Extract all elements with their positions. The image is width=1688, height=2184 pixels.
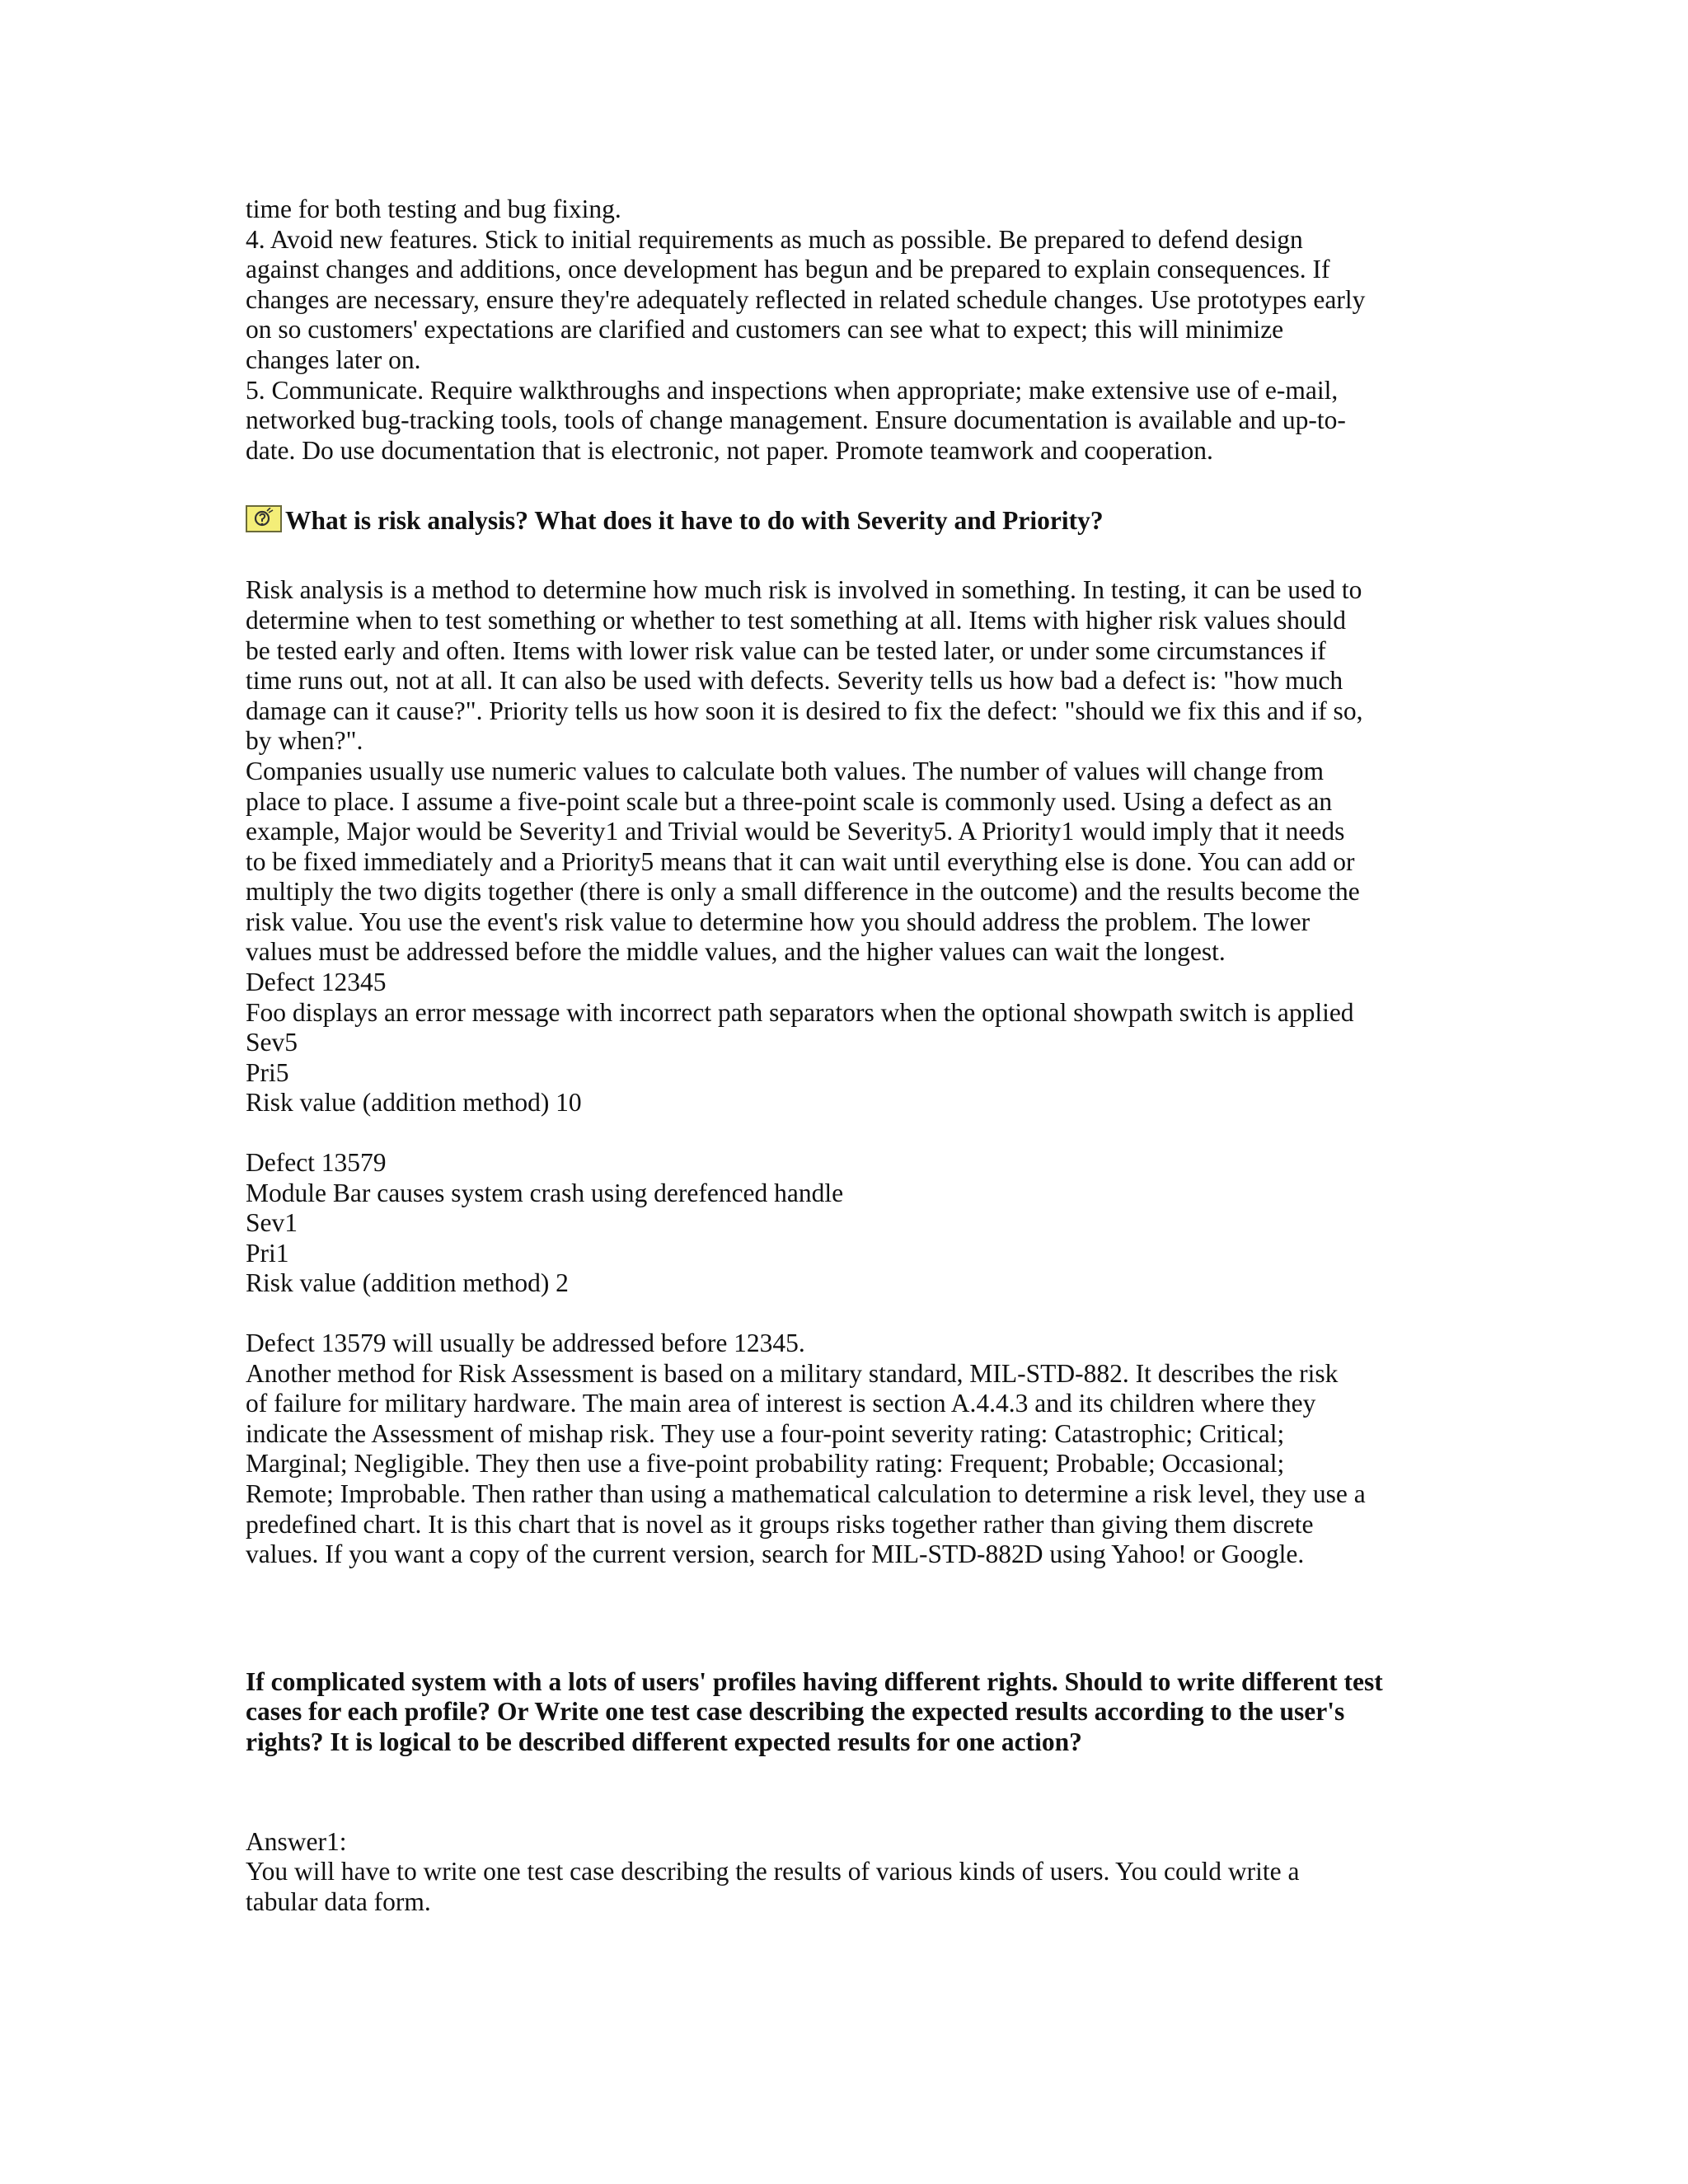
- text-line: Defect 13579 will usually be addressed before 12345.: [246, 1329, 805, 1357]
- heading-text: What is risk analysis? What does it have to do with Severity and Priority?: [285, 505, 1104, 535]
- text-line: networked bug-tracking tools, tools of change management. Ensure documentation is available and up-to-: [246, 405, 1346, 435]
- text-line: If complicated system with a lots of users' profiles having different rights. Should to write different test: [246, 1666, 1383, 1696]
- text-line: Pri1: [246, 1238, 289, 1268]
- text-line: date. Do use documentation that is electronic, not paper. Promote teamwork and cooperation.: [246, 435, 1213, 465]
- paragraph-continued: [246, 194, 1432, 466]
- conclusion-paragraph: [246, 1329, 1432, 1570]
- defect-13579-block: [246, 1148, 1432, 1299]
- text-line: be tested early and often. Items with lower risk value can be tested later, or under some circumstances if: [246, 635, 1326, 665]
- text-line: Module Bar causes system crash using derefenced handle: [246, 1178, 844, 1207]
- text-line: damage can it cause?". Priority tells us how soon it is desired to fix the defect: "should we fix this and if so,: [246, 696, 1363, 725]
- text-line: on so customers' expectations are clarified and customers can see what to expect; this will minimize: [246, 315, 1284, 344]
- text-line: tabular data form.: [246, 1886, 431, 1916]
- text-line: rights? It is logical to be described different expected results for one action?: [246, 1727, 1082, 1756]
- text-line: Defect 12345: [246, 968, 387, 997]
- text-line: changes later on.: [246, 344, 421, 374]
- text-line: changes are necessary, ensure they're adequately reflected in related schedule changes. Use prototypes early: [246, 284, 1366, 314]
- text-line: Answer1:: [246, 1826, 347, 1856]
- text-line: of failure for military hardware. The main area of interest is section A.4.4.3 and its children where they: [246, 1389, 1316, 1418]
- text-line: determine when to test something or whether to test something at all. Items with higher risk values should: [246, 605, 1346, 635]
- text-line: You will have to write one test case describing the results of various kinds of users. You could write a: [246, 1857, 1300, 1886]
- risk-analysis-heading: [246, 505, 1432, 536]
- text-line: Companies usually use numeric values to calculate both values. The number of values will change from: [246, 756, 1325, 785]
- text-line: multiply the two digits together (there is only a small difference in the outcome) and the results become the: [246, 877, 1360, 907]
- text-line: Remote; Improbable. Then rather than using a mathematical calculation to determine a risk level, they use a: [246, 1479, 1366, 1508]
- text-line: place to place. I assume a five-point scale but a three-point scale is commonly used. Using a defect as an: [246, 786, 1333, 816]
- text-line: Foo displays an error message with incorrect path separators when the optional showpath switch is applied: [246, 997, 1354, 1027]
- text-line: cases for each profile? Or Write one test case describing the expected results according to the user's: [246, 1697, 1345, 1727]
- text-line: Risk analysis is a method to determine how much risk is involved in something. In testing, it can be used to: [246, 575, 1362, 605]
- text-line: example, Major would be Severity1 and Trivial would be Severity5. A Priority1 would imply that it needs: [246, 817, 1345, 846]
- text-line: Marginal; Negligible. They then use a five-point probability rating: Frequent; Probable; Occasional;: [246, 1449, 1285, 1479]
- text-line: 5. Communicate. Require walkthroughs and inspections when appropriate; make extensive use of e-mail,: [246, 375, 1339, 405]
- text-line: indicate the Assessment of mishap risk. They use a four-point severity rating: Catastrophic; Critical;: [246, 1418, 1285, 1448]
- text-line: Pri5: [246, 1057, 289, 1087]
- text-line: Risk value (addition method) 2: [246, 1268, 569, 1298]
- document-page: [246, 194, 1432, 1917]
- profiles-question-heading: [246, 1667, 1432, 1758]
- text-line: against changes and additions, once development has begun and be prepared to explain consequences. If: [246, 255, 1330, 284]
- text-line: predefined chart. It is this chart that is novel as it groups risks together rather than giving them discrete: [246, 1509, 1314, 1539]
- text-line: risk value. You use the event's risk value to determine how you should address the problem. The lower: [246, 907, 1311, 936]
- answer1-paragraph: [246, 1827, 1432, 1918]
- risk-analysis-body: [246, 575, 1432, 968]
- text-line: Another method for Risk Assessment is based on a military standard, MIL-STD-882. It describes the risk: [246, 1358, 1339, 1388]
- text-line: values. If you want a copy of the current version, search for MIL-STD-882D using Yahoo! or Google.: [246, 1540, 1305, 1569]
- text-line: values must be addressed before the middle values, and the higher values can wait the longest.: [246, 937, 1226, 967]
- text-line: Sev1: [246, 1208, 298, 1238]
- defect-12345-block: [246, 968, 1432, 1118]
- question-icon: [246, 505, 282, 532]
- text-line: 4. Avoid new features. Stick to initial requirements as much as possible. Be prepared to defend design: [246, 224, 1303, 254]
- text-line: Risk value (addition method) 10: [246, 1088, 582, 1118]
- text-line: Defect 13579: [246, 1148, 387, 1178]
- text-line: time runs out, not at all. It can also be used with defects. Severity tells us how bad a defect is: "how much: [246, 666, 1343, 696]
- text-line: time for both testing and bug fixing.: [246, 194, 621, 223]
- text-line: to be fixed immediately and a Priority5 means that it can wait until everything else is done. You can add or: [246, 846, 1355, 876]
- text-line: by when?".: [246, 726, 363, 756]
- text-line: Sev5: [246, 1028, 298, 1057]
